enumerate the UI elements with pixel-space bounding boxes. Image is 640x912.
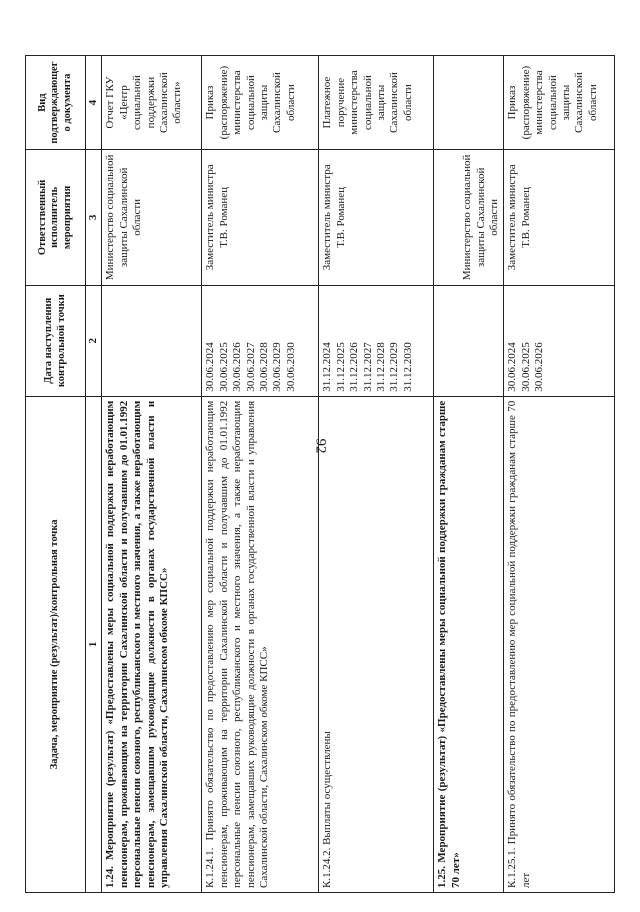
header-responsible: Ответственный исполнитель мероприятия	[26, 150, 86, 285]
date-cell	[102, 285, 202, 396]
table-row	[202, 56, 319, 893]
date-list	[319, 285, 434, 396]
date-item: 30.06.2026	[231, 342, 244, 392]
header-date: Дата наступления контрольной точки	[26, 285, 86, 396]
date-item: 30.06.2025	[217, 342, 230, 392]
date-item: 31.12.2030	[401, 342, 414, 392]
column-number-row	[86, 56, 102, 893]
date-item: 31.12.2029	[388, 342, 401, 392]
date-list	[504, 285, 615, 396]
date-item: 30.06.2025	[519, 342, 532, 392]
control-point-text: К.1.24.2. Выплаты осуществлены	[319, 396, 434, 892]
date-list	[202, 285, 319, 396]
date-item: 30.06.2027	[244, 342, 257, 392]
date-cell	[434, 285, 504, 396]
date-item: 31.12.2024	[321, 342, 334, 392]
rotated-table-container	[25, 55, 612, 893]
date-item: 30.06.2026	[533, 342, 546, 392]
document-cell	[434, 56, 504, 150]
date-item: 31.12.2025	[334, 342, 347, 392]
date-item: 31.12.2028	[375, 342, 388, 392]
column-number: 3	[86, 150, 102, 285]
table-row	[102, 56, 202, 893]
date-item: 31.12.2027	[361, 342, 374, 392]
date-item: 30.06.2030	[284, 342, 297, 392]
table-row	[504, 56, 615, 893]
date-item: 30.06.2024	[204, 342, 217, 392]
table-header-row	[26, 56, 86, 893]
header-task: Задача, мероприятие (результат)/контрольная точка	[26, 396, 86, 892]
date-item: 30.06.2024	[506, 342, 519, 392]
page-number: 92	[312, 438, 329, 454]
header-document: Вид подтверждающего документа	[26, 56, 86, 150]
date-item: 30.06.2029	[271, 342, 284, 392]
document-cell: Приказ (распоряжение) министерства социальной защиты Сахалинской области	[504, 56, 615, 150]
control-points-table	[25, 55, 615, 893]
activity-text: 1.25. Мероприятие (результат) «Предоставлены меры социальной поддержки гражданам старше 70 лет»	[434, 396, 504, 892]
activity-text: 1.24. Мероприятие (результат) «Предоставлены меры социальной поддержки неработающим пенсионерам, проживающим на территории Сахалинской области и получавшим до 01.01.1992 персональные пенсии союзного, республиканского и местного значения, а также неработающим пенсионерам, замещавшим руководящие должности в органах государственной власти и управления Сахалинской области, Сахалинском обкоме КПСС»	[102, 396, 202, 892]
responsible-cell: Заместитель министра Т.В. Романец	[504, 150, 615, 285]
table-row	[434, 56, 504, 893]
control-point-text: К.1.25.1. Принято обязательство по предоставлению мер социальной поддержки гражданам старше 70 лет	[504, 396, 615, 892]
document-cell: Отчет ГКУ «Центр социальной поддержки Сахалинской области»	[102, 56, 202, 150]
responsible-cell: Министерство социальной защиты Сахалинской области	[102, 150, 202, 285]
date-item: 31.12.2026	[348, 342, 361, 392]
column-number: 4	[86, 56, 102, 150]
control-point-text: К.1.24.1. Принято обязательство по предоставлению мер социальной поддержки неработающим пенсионерам, проживающим на территории Сахалинской области и получавшим до 01.01.1992 персональные пенсии союзного, республиканского и местного значения, а также неработающим пенсионерам, замещавших руководящие должности в органах государственной власти и управления Сахалинской области, Сахалинском обкоме КПСС»	[202, 396, 319, 892]
document-cell: Платежное поручение министерства социальной защиты Сахалинской области	[319, 56, 434, 150]
responsible-cell: Министерство социальной защиты Сахалинской области	[434, 150, 504, 285]
column-number: 1	[86, 396, 102, 892]
responsible-cell: Заместитель министра Т.В. Романец	[202, 150, 319, 285]
column-number: 2	[86, 285, 102, 396]
table-row	[319, 56, 434, 893]
date-item: 30.06.2028	[258, 342, 271, 392]
document-cell: Приказ (распоряжение) министерства социальной защиты Сахалинской области	[202, 56, 319, 150]
responsible-cell: Заместитель министра Т.В. Романец	[319, 150, 434, 285]
